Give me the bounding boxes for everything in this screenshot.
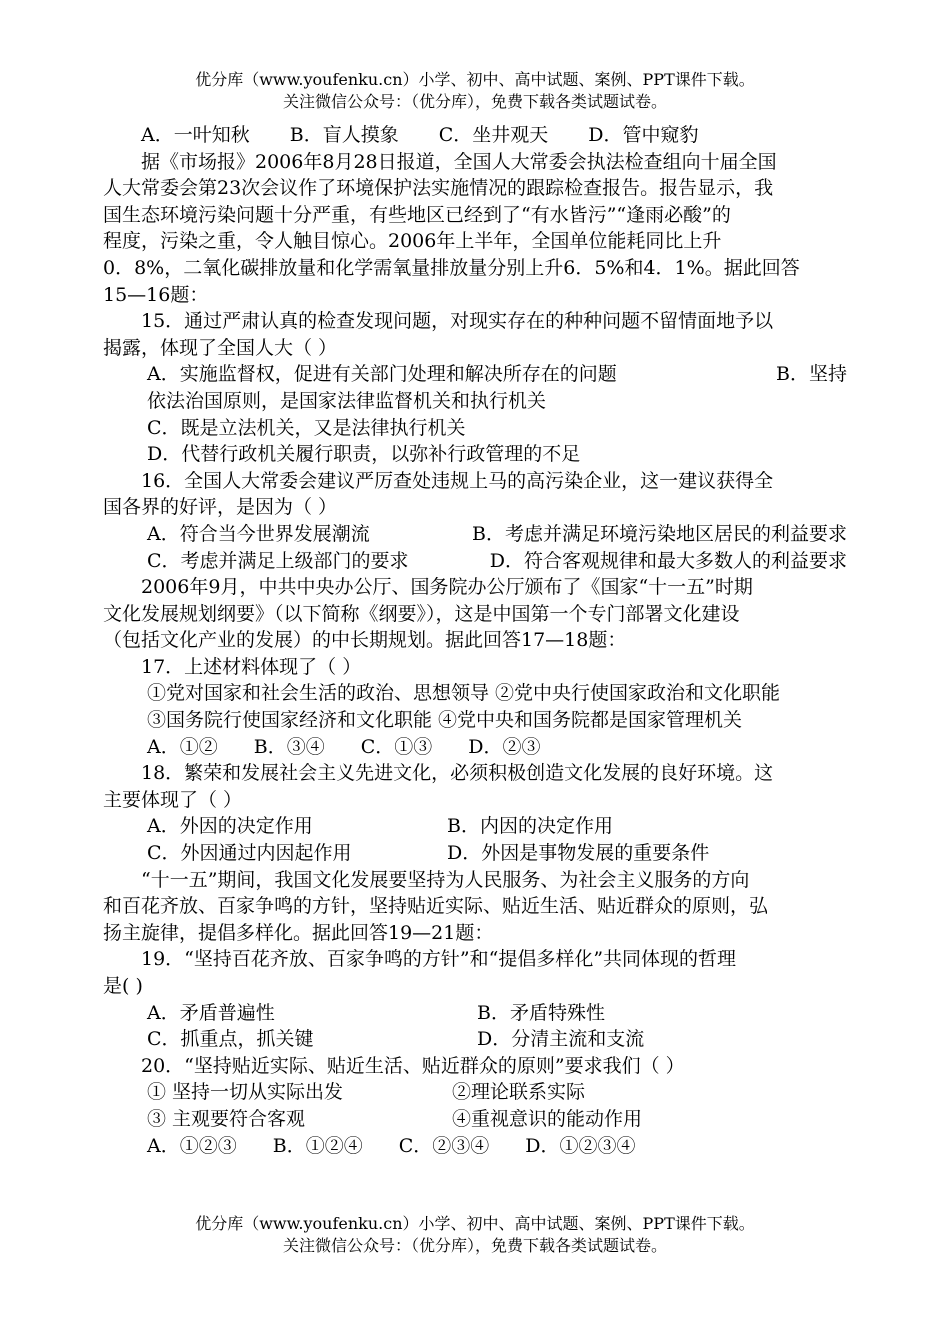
q20-item-3: ③ 主观要符合客观 <box>147 1107 306 1130</box>
q19-option-c: C．抓重点，抓关键 <box>147 1028 314 1051</box>
q14-option-d: D．管中窥豹 <box>588 124 699 146</box>
q17-option-a: A．①② <box>147 735 218 758</box>
q14-options <box>103 122 847 149</box>
q15-option-d: D．代替行政机关履行职责，以弥补行政管理的不足 <box>147 443 581 466</box>
q17-options <box>103 734 847 761</box>
q20-option-b: B．①②④ <box>272 1134 363 1157</box>
q20-option-d: D．①②③④ <box>525 1134 636 1157</box>
q16-option-row1 <box>103 521 847 548</box>
q15-option-c: C．既是立法机关，又是法律执行机关 <box>147 416 466 439</box>
q17-stem: 17．上述材料体现了（ ） <box>141 655 362 678</box>
q15-option-b-start: B．坚持 <box>776 363 847 386</box>
q16-option-row2 <box>103 548 847 575</box>
q20-option-a: A．①②③ <box>147 1134 237 1157</box>
q15-stem: 15．通过严肃认真的检查发现问题，对现实存在的种种问题不留情面地予以 <box>141 310 774 333</box>
q20-stem: 20．“坚持贴近实际、贴近生活、贴近群众的原则”要求我们（ ） <box>141 1054 685 1077</box>
q20-item-1: ① 坚持一切从实际出发 <box>147 1081 344 1104</box>
q20-option-c: C．②③④ <box>398 1134 490 1157</box>
q17-option-c: C．①③ <box>360 735 433 758</box>
q17-item-row1: ①党对国家和社会生活的政治、思想领导 ②党中央行使国家政治和文化职能 <box>147 682 781 705</box>
page-footer-line2: 关注微信公众号：（优分库），免费下载各类试题试卷。 <box>282 1236 667 1255</box>
q18-option-a: A．外因的决定作用 <box>147 815 313 838</box>
q19-option-a: A．矛盾普遍性 <box>147 1001 275 1024</box>
material1-line: 国生态环境污染问题十分严重，有些地区已经到了“有水皆污”“逢雨必酸”的 <box>103 203 731 226</box>
q18-stem-cont: 主要体现了（ ） <box>103 788 243 811</box>
page-footer-line1: 优分库（www.youfenku.cn）小学、初中、高中试题、案例、PPT课件下载。 <box>195 1214 755 1233</box>
material2-line: 2006年9月，中共中央办公厅、国务院办公厅颁布了《国家“十一五”时期 <box>141 576 753 599</box>
q19-stem-cont: 是( ) <box>103 975 143 997</box>
q15-option-a: A．实施监督权，促进有关部门处理和解决所存在的问题 <box>147 363 617 386</box>
material1-line: 据《市场报》2006年8月28日报道，全国人大常委会执法检查组向十届全国 <box>141 150 777 173</box>
q18-option-d: D．外因是事物发展的重要条件 <box>447 842 710 865</box>
q16-option-a: A．符合当今世界发展潮流 <box>147 522 370 545</box>
q20-item-row2 <box>103 1106 847 1133</box>
material3-line: “十一五”期间，我国文化发展要坚持为人民服务、为社会主义服务的方向 <box>141 868 750 891</box>
q17-item-row2: ③国务院行使国家经济和文化职能 ④党中央和国务院都是国家管理机关 <box>147 709 743 732</box>
q15-option-row <box>103 361 847 388</box>
q19-option-row2 <box>103 1026 847 1053</box>
exam-content <box>103 122 847 1159</box>
q16-option-d: D．符合客观规律和最大多数人的利益要求 <box>489 549 847 572</box>
q19-stem: 19．“坚持百花齐放、百家争鸣的方针”和“提倡多样化”共同体现的哲理 <box>141 948 737 971</box>
q16-option-c: C．考虑并满足上级部门的要求 <box>147 549 409 572</box>
q18-option-row2 <box>103 840 847 867</box>
material1-line: 人大常委会第23次会议作了环境保护法实施情况的跟踪检查报告。报告显示，我 <box>103 177 774 200</box>
q15-stem-cont: 揭露，体现了全国人大（ ） <box>103 336 338 359</box>
q17-option-d: D．②③ <box>468 735 541 758</box>
q20-item-2: ②理论联系实际 <box>452 1081 586 1104</box>
q15-option-b-cont: 依法治国原则，是国家法律监督机关和执行机关 <box>147 389 547 412</box>
q19-option-d: D．分清主流和支流 <box>477 1028 645 1051</box>
q14-option-b: B．盲人摸象 <box>289 124 399 146</box>
q18-option-c: C．外因通过内因起作用 <box>147 842 352 865</box>
q16-stem-cont: 国各界的好评，是因为（ ） <box>103 496 338 519</box>
material3-line: 扬主旋律，提倡多样化。据此回答19—21题： <box>103 921 494 944</box>
material1-line: 程度，污染之重，令人触目惊心。2006年上半年，全国单位能耗同比上升 <box>103 230 722 253</box>
material2-line: （包括文化产业的发展）的中长期规划。据此回答17—18题： <box>103 629 627 652</box>
q16-stem: 16．全国人大常委会建议严厉查处违规上马的高污染企业，这一建议获得全 <box>141 469 774 492</box>
q14-option-a: A．一叶知秋 <box>141 124 250 146</box>
q20-options <box>103 1133 847 1160</box>
material1-line: 15—16题： <box>103 283 209 306</box>
q14-option-c: C．坐井观天 <box>438 124 549 146</box>
q17-option-b: B．③④ <box>253 735 325 758</box>
q20-item-4: ④重视意识的能动作用 <box>452 1107 643 1130</box>
q18-option-b: B．内因的决定作用 <box>447 815 613 838</box>
page-header-line1: 优分库（www.youfenku.cn）小学、初中、高中试题、案例、PPT课件下载。 <box>195 70 755 89</box>
material2-line: 文化发展规划纲要》（以下简称《纲要》），这是中国第一个专门部署文化建设 <box>103 602 740 625</box>
q19-option-b: B．矛盾特殊性 <box>477 1001 605 1024</box>
q19-option-row1 <box>103 1000 847 1027</box>
material3-line: 和百花齐放、百家争鸣的方针，坚持贴近实际、贴近生活、贴近群众的原则，弘 <box>103 895 769 918</box>
q20-item-row1 <box>103 1079 847 1106</box>
q18-option-row1 <box>103 813 847 840</box>
q16-option-b: B．考虑并满足环境污染地区居民的利益要求 <box>472 522 847 545</box>
q18-stem: 18．繁荣和发展社会主义先进文化，必须积极创造文化发展的良好环境。这 <box>141 762 774 785</box>
material1-line: 0．8%，二氧化碳排放量和化学需氧量排放量分别上升6．5%和4．1%。据此回答 <box>103 256 800 279</box>
page-header-line2: 关注微信公众号：（优分库），免费下载各类试题试卷。 <box>282 92 667 111</box>
